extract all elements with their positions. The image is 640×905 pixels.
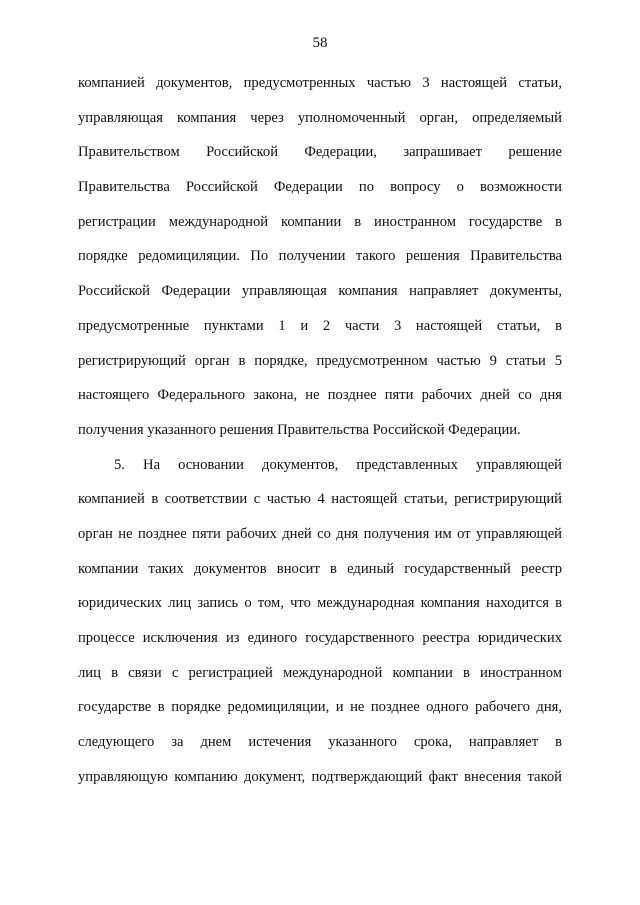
text-line: настоящего Федерального закона, не позднее пяти рабочих дней со дня [78,387,562,404]
text-line: следующего за днем истечения указанного срока, направляет в [78,734,562,751]
text-line: предусмотренные пунктами 1 и 2 части 3 настоящей статьи, в [78,317,562,334]
text-line: орган не позднее пяти рабочих дней со дня получения им от управляющей [78,525,562,542]
text-line: порядке редомициляции. По получении такого решения Правительства [78,248,562,265]
text-line: регистрации международной компании в иностранном государстве в [78,213,562,230]
text-line: регистрирующий орган в порядке, предусмотренном частью 9 статьи 5 [78,352,562,369]
text-line: Правительством Российской Федерации, запрашивает решение [78,144,562,161]
paragraph-last-line: получения указанного решения Правительства Российской Федерации. [78,421,521,438]
paragraph-first-line: 5. На основании документов, представленных управляющей [114,456,562,473]
page-number: 58 [312,35,328,51]
text-line: Российской Федерации управляющая компания направляет документы, [78,283,562,300]
text-line: юридических лиц запись о том, что международная компания находится в [78,595,562,612]
text-line: компании таких документов вносит в единый государственный реестр [78,560,562,577]
text-line: компанией в соответствии с частью 4 настоящей статьи, регистрирующий [78,491,562,508]
text-line: управляющая компания через уполномоченный орган, определяемый [78,109,562,126]
body-text [78,66,562,794]
text-line: лиц в связи с регистрацией международной компании в иностранном [78,664,562,681]
text-line: управляющую компанию документ, подтверждающий факт внесения такой [78,768,562,785]
text-line: государстве в порядке редомициляции, и не позднее одного рабочего дня, [78,699,562,716]
text-line: компанией документов, предусмотренных частью 3 настоящей статьи, [78,75,562,91]
text-line: процессе исключения из единого государственного реестра юридических [78,630,562,646]
text-line: Правительства Российской Федерации по вопросу о возможности [78,179,562,196]
